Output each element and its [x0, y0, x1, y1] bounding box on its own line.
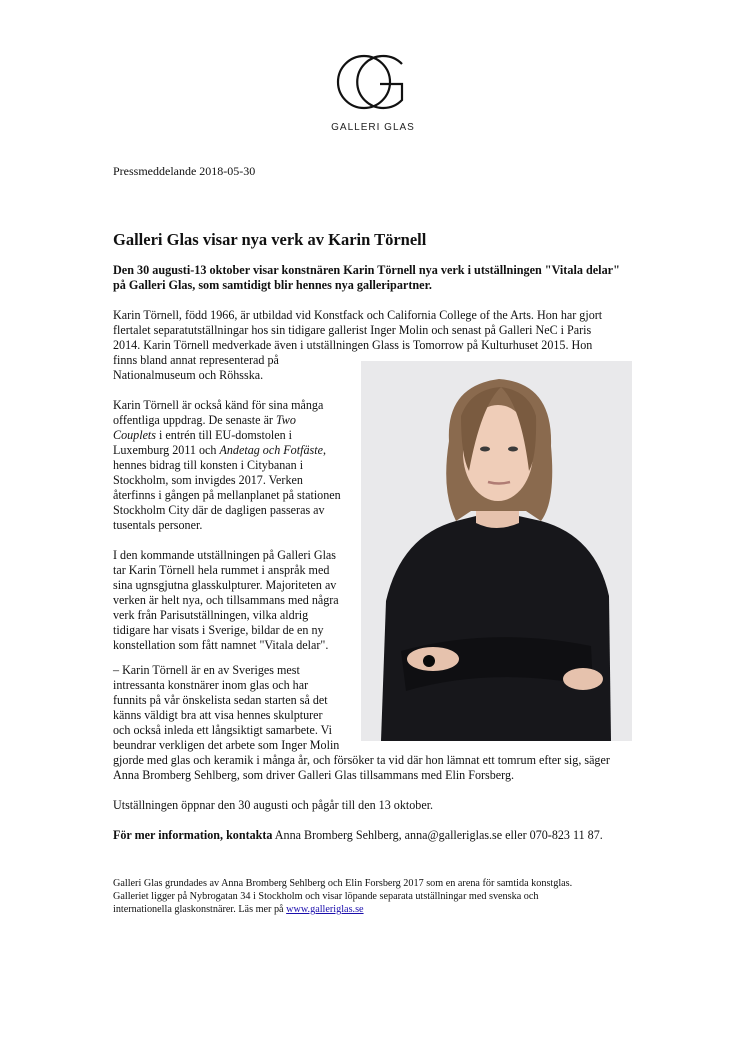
paragraph-public-works: Karin Törnell är också känd för sina många offentliga uppdrag. De senaste är Two Couplets i entrén till EU-domstolen i Luxemburg 2011 och Andetag och Fotfäste, hennes bidrag till konsten i Citybanan i Stockholm, som invigdes 2017. Verken återfinns i gången på mellanplanet på stationen Stockholm City där de dagligen passeras av tusentals personer. — [113, 398, 341, 532]
paragraph-dates: Utställningen öppnar den 30 augusti och pågår till den 13 oktober. — [113, 798, 434, 812]
galleri-glas-logo — [336, 50, 408, 114]
logo-text: GALLERI GLAS — [331, 122, 415, 133]
paragraph-quote: – Karin Törnell är en av Sveriges mest intressanta konstnärer inom glas och har funnits på vår önskelista sedan starten så det känns väldigt bra att visa hennes skulpturer och också inleda ett långsiktigt samarbete. Vi beundrar verkligen det arbete som Inger Molin gjorde med glas och keramik i många år, och försöker ta vid där hon lämnat ett tomrum efter sig, säger Anna Bromberg Sehlberg, som driver Galleri Glas tillsammans med Elin Forsberg. — [113, 663, 610, 782]
artist-portrait-photo — [361, 361, 632, 741]
paragraph-exhibition: I den kommande utställningen på Galleri Glas tar Karin Törnell hela rummet i anspråk med sina ugnsgjutna glasskulpturer. Majoriteten av verken är helt nya, och tillsammans med några verk från Parisutställningen, vilka aldrig tidigare har visats i Sverige, bildar de en ny konstellation som fått namnet "Vitala delar". — [113, 548, 339, 652]
footer-about: Galleri Glas grundades av Anna Bromberg Sehlberg och Elin Forsberg 2017 som en arena för samtida konstglas. Galleriet ligger på Nybrogatan 34 i Stockholm och visar löpande separata utställningar med svenska och internationella glaskonstnärer. Läs mer på www.galleriglas.se — [113, 878, 573, 915]
contact-info — [113, 828, 603, 843]
contact-label: För mer information, kontakta — [113, 828, 273, 842]
lead-paragraph: Den 30 augusti-13 oktober visar konstnären Karin Törnell nya verk i utställningen "Vitala delar" på Galleri Glas, som samtidigt blir hennes nya galleripartner. — [113, 263, 620, 292]
contact-details: Anna Bromberg Sehlberg, anna@galleriglas.se eller 070-823 11 87. — [272, 828, 603, 842]
website-link[interactable]: www.galleriglas.se — [286, 904, 364, 915]
headline: Galleri Glas visar nya verk av Karin Törnell — [113, 230, 427, 249]
paragraph-bio: Karin Törnell, född 1966, är utbildad vid Konstfack och California College of the Arts. Hon har gjort flertalet separatutställningar hos sin tidigare gallerist Inger Molin och senast på Galleri NeC i Paris 2014. Karin Törnell medverkade även i utställningen Glass is Tomorrow på Kulturhuset 2015. Hon finns bland annat representerad på Nationalmuseum och Röhsska. — [113, 308, 603, 382]
press-release-date: Pressmeddelande 2018-05-30 — [113, 164, 256, 178]
